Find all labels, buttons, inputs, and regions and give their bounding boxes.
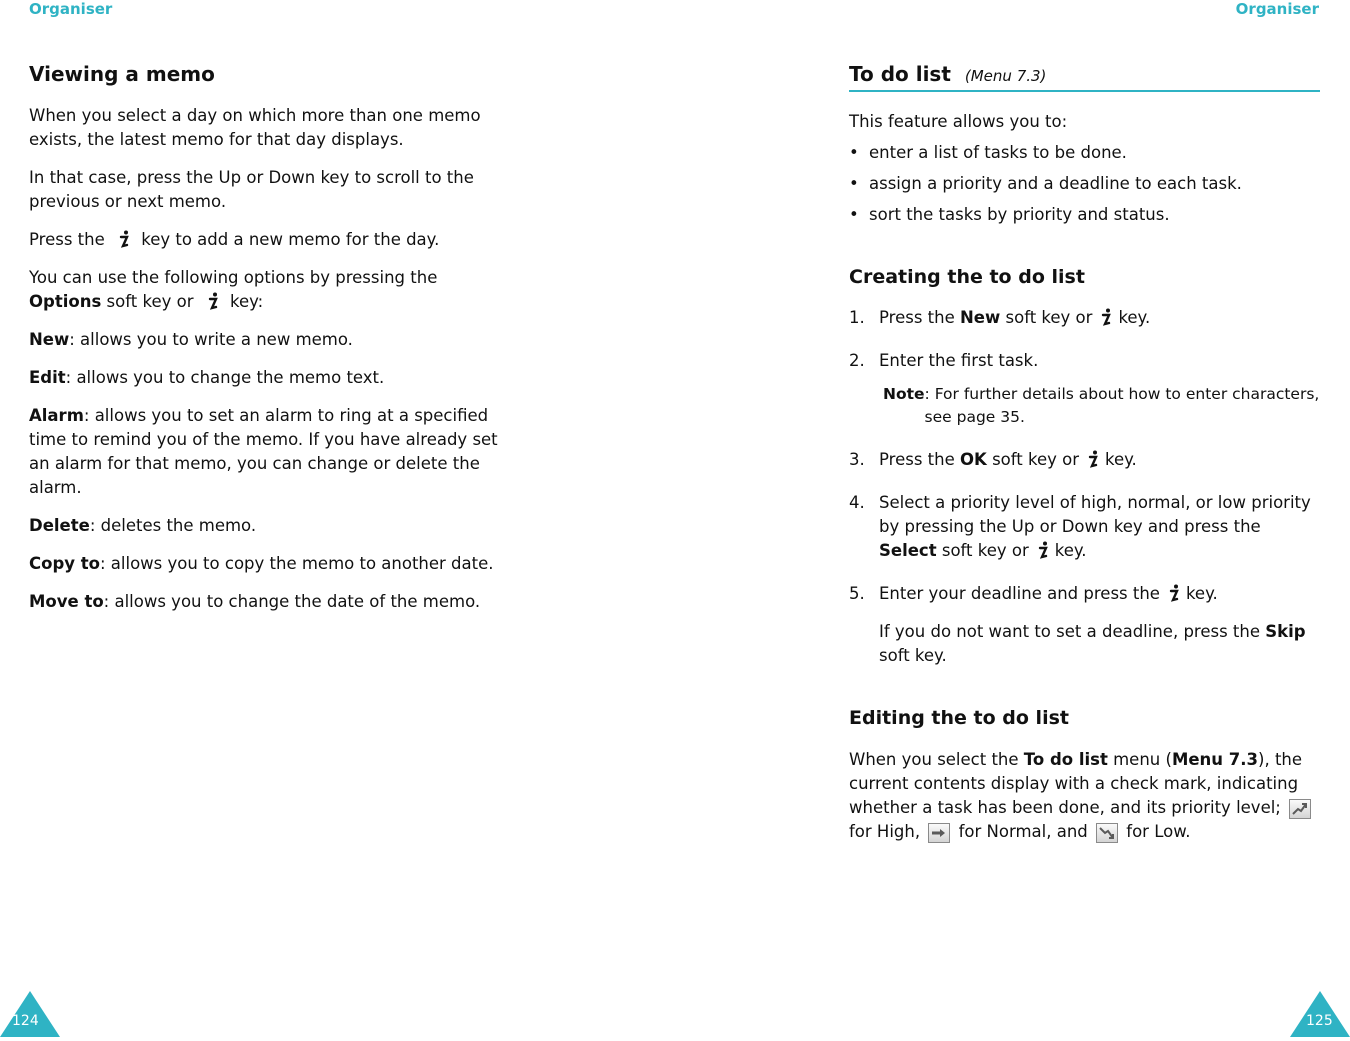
bullet-dot: •	[849, 174, 859, 193]
bullet-text: enter a list of tasks to be done.	[869, 143, 1127, 162]
info-key-icon	[1094, 307, 1116, 327]
text: soft key.	[879, 646, 947, 665]
editing-paragraph	[849, 748, 1320, 844]
intro-paragraph: This feature allows you to:	[849, 112, 1068, 131]
bullet-item	[849, 203, 1320, 227]
text: When you select the	[849, 750, 1019, 769]
option-term: Move to	[29, 592, 104, 611]
to-do-list-term: To do list	[1023, 750, 1108, 769]
step-number: 5.	[849, 584, 865, 603]
info-key-icon	[112, 229, 134, 249]
option-alarm	[29, 404, 499, 500]
option-term: Alarm	[29, 406, 84, 425]
info-key-icon	[1081, 449, 1103, 469]
option-delete	[29, 514, 499, 538]
step-text	[879, 306, 1150, 330]
text: soft key or	[1005, 308, 1093, 327]
creating-heading: Creating the to do list	[849, 266, 1085, 288]
skip-paragraph	[879, 620, 1320, 668]
bullet-dot: •	[849, 205, 859, 224]
low-priority-icon	[1096, 823, 1118, 843]
option-desc: : allows you to set an alarm to ring at a specified time to remind you of the memo. If you have already set an alarm for that memo, you can change or delete the alarm.	[29, 406, 498, 497]
text: If you do not want to set a deadline, press the	[879, 622, 1261, 641]
text: Press the	[879, 450, 955, 469]
text: for Low.	[1126, 822, 1191, 841]
options-term: Options	[29, 292, 102, 311]
step-text	[879, 491, 1320, 563]
paragraph-options-intro	[29, 266, 499, 314]
text: key to add a new memo for the day.	[141, 230, 440, 249]
text: ), the current contents display with a check mark, indicating whether a task has been done, and its priority level;	[849, 750, 1303, 817]
step-text	[879, 582, 1218, 606]
text: soft key or	[941, 541, 1029, 560]
text: You can use the following options by pressing the	[29, 268, 438, 287]
option-term: New	[29, 330, 70, 349]
option-desc: : allows you to change the date of the memo.	[103, 592, 481, 611]
text: soft key or	[992, 450, 1079, 469]
text: Press the	[879, 308, 955, 327]
text: key.	[1118, 308, 1151, 327]
step-2	[849, 349, 1320, 373]
running-header-right: Organiser	[1235, 0, 1319, 18]
text: key.	[1185, 584, 1218, 603]
option-desc: : allows you to change the memo text.	[65, 368, 385, 387]
text: menu (	[1113, 750, 1172, 769]
to-do-list-heading: To do list	[849, 62, 951, 86]
right-page-content	[849, 60, 1320, 844]
step-4	[849, 491, 1320, 563]
note-text: : For further details about how to enter characters, see page 35.	[924, 385, 1320, 426]
viewing-memo-heading: Viewing a memo	[29, 62, 215, 86]
info-key-icon	[1031, 540, 1053, 560]
text: for Normal, and	[958, 822, 1088, 841]
step-text: Enter the first task.	[879, 351, 1039, 370]
info-key-icon	[1162, 583, 1184, 603]
bullet-text: sort the tasks by priority and status.	[869, 205, 1170, 224]
step-5	[849, 582, 1320, 606]
step-number: 1.	[849, 308, 865, 327]
paragraph-latest-memo: When you select a day on which more than one memo exists, the latest memo for that day displays.	[29, 106, 481, 149]
text: for High,	[849, 822, 921, 841]
skip-term: Skip	[1265, 622, 1306, 641]
high-priority-icon	[1289, 799, 1311, 819]
step-number: 2.	[849, 351, 865, 370]
text: key.	[1054, 541, 1087, 560]
menu-reference: (Menu 7.3)	[964, 67, 1047, 85]
option-move-to	[29, 590, 499, 614]
page-number-tab-left	[0, 991, 60, 1037]
paragraph-scroll: In that case, press the Up or Down key to scroll to the previous or next memo.	[29, 168, 474, 211]
bullet-text: assign a priority and a deadline to each task.	[869, 174, 1242, 193]
left-page-content	[29, 60, 499, 614]
menu-term: Menu 7.3	[1171, 750, 1259, 769]
text: key:	[229, 292, 264, 311]
bullet-item	[849, 141, 1320, 165]
paragraph-add-memo	[29, 228, 499, 252]
option-term: Edit	[29, 368, 66, 387]
new-term: New	[960, 308, 1001, 327]
option-edit	[29, 366, 499, 390]
text: key.	[1105, 450, 1137, 469]
editing-heading: Editing the to do list	[849, 707, 1069, 729]
step-1	[849, 306, 1320, 330]
text: soft key or	[106, 292, 194, 311]
normal-priority-icon	[928, 823, 950, 843]
note	[883, 383, 1320, 429]
step-number: 4.	[849, 493, 865, 512]
option-copy-to	[29, 552, 499, 576]
step-number: 3.	[849, 450, 865, 469]
text: Enter your deadline and press the	[879, 584, 1160, 603]
option-term: Delete	[29, 516, 90, 535]
page-number-right: 125	[1306, 1013, 1333, 1029]
option-desc: : allows you to copy the memo to another date.	[99, 554, 494, 573]
info-key-icon	[201, 291, 223, 311]
running-header-left: Organiser	[29, 0, 113, 18]
option-desc: : allows you to write a new memo.	[69, 330, 353, 349]
note-label: Note	[883, 385, 925, 403]
option-term: Copy to	[29, 554, 100, 573]
option-new	[29, 328, 499, 352]
page-number-tab-right	[1290, 991, 1350, 1037]
text: Select a priority level of high, normal, or low priority by pressing the Up or Down key and press the	[879, 493, 1311, 536]
page-number-left: 124	[12, 1013, 39, 1029]
section-title	[849, 60, 1320, 92]
step-3	[849, 448, 1320, 472]
bullet-dot: •	[849, 143, 859, 162]
step-text	[879, 448, 1137, 472]
option-desc: : deletes the memo.	[89, 516, 257, 535]
select-term: Select	[879, 541, 937, 560]
text: Press the	[29, 230, 105, 249]
ok-term: OK	[960, 450, 987, 469]
bullet-item	[849, 172, 1320, 196]
